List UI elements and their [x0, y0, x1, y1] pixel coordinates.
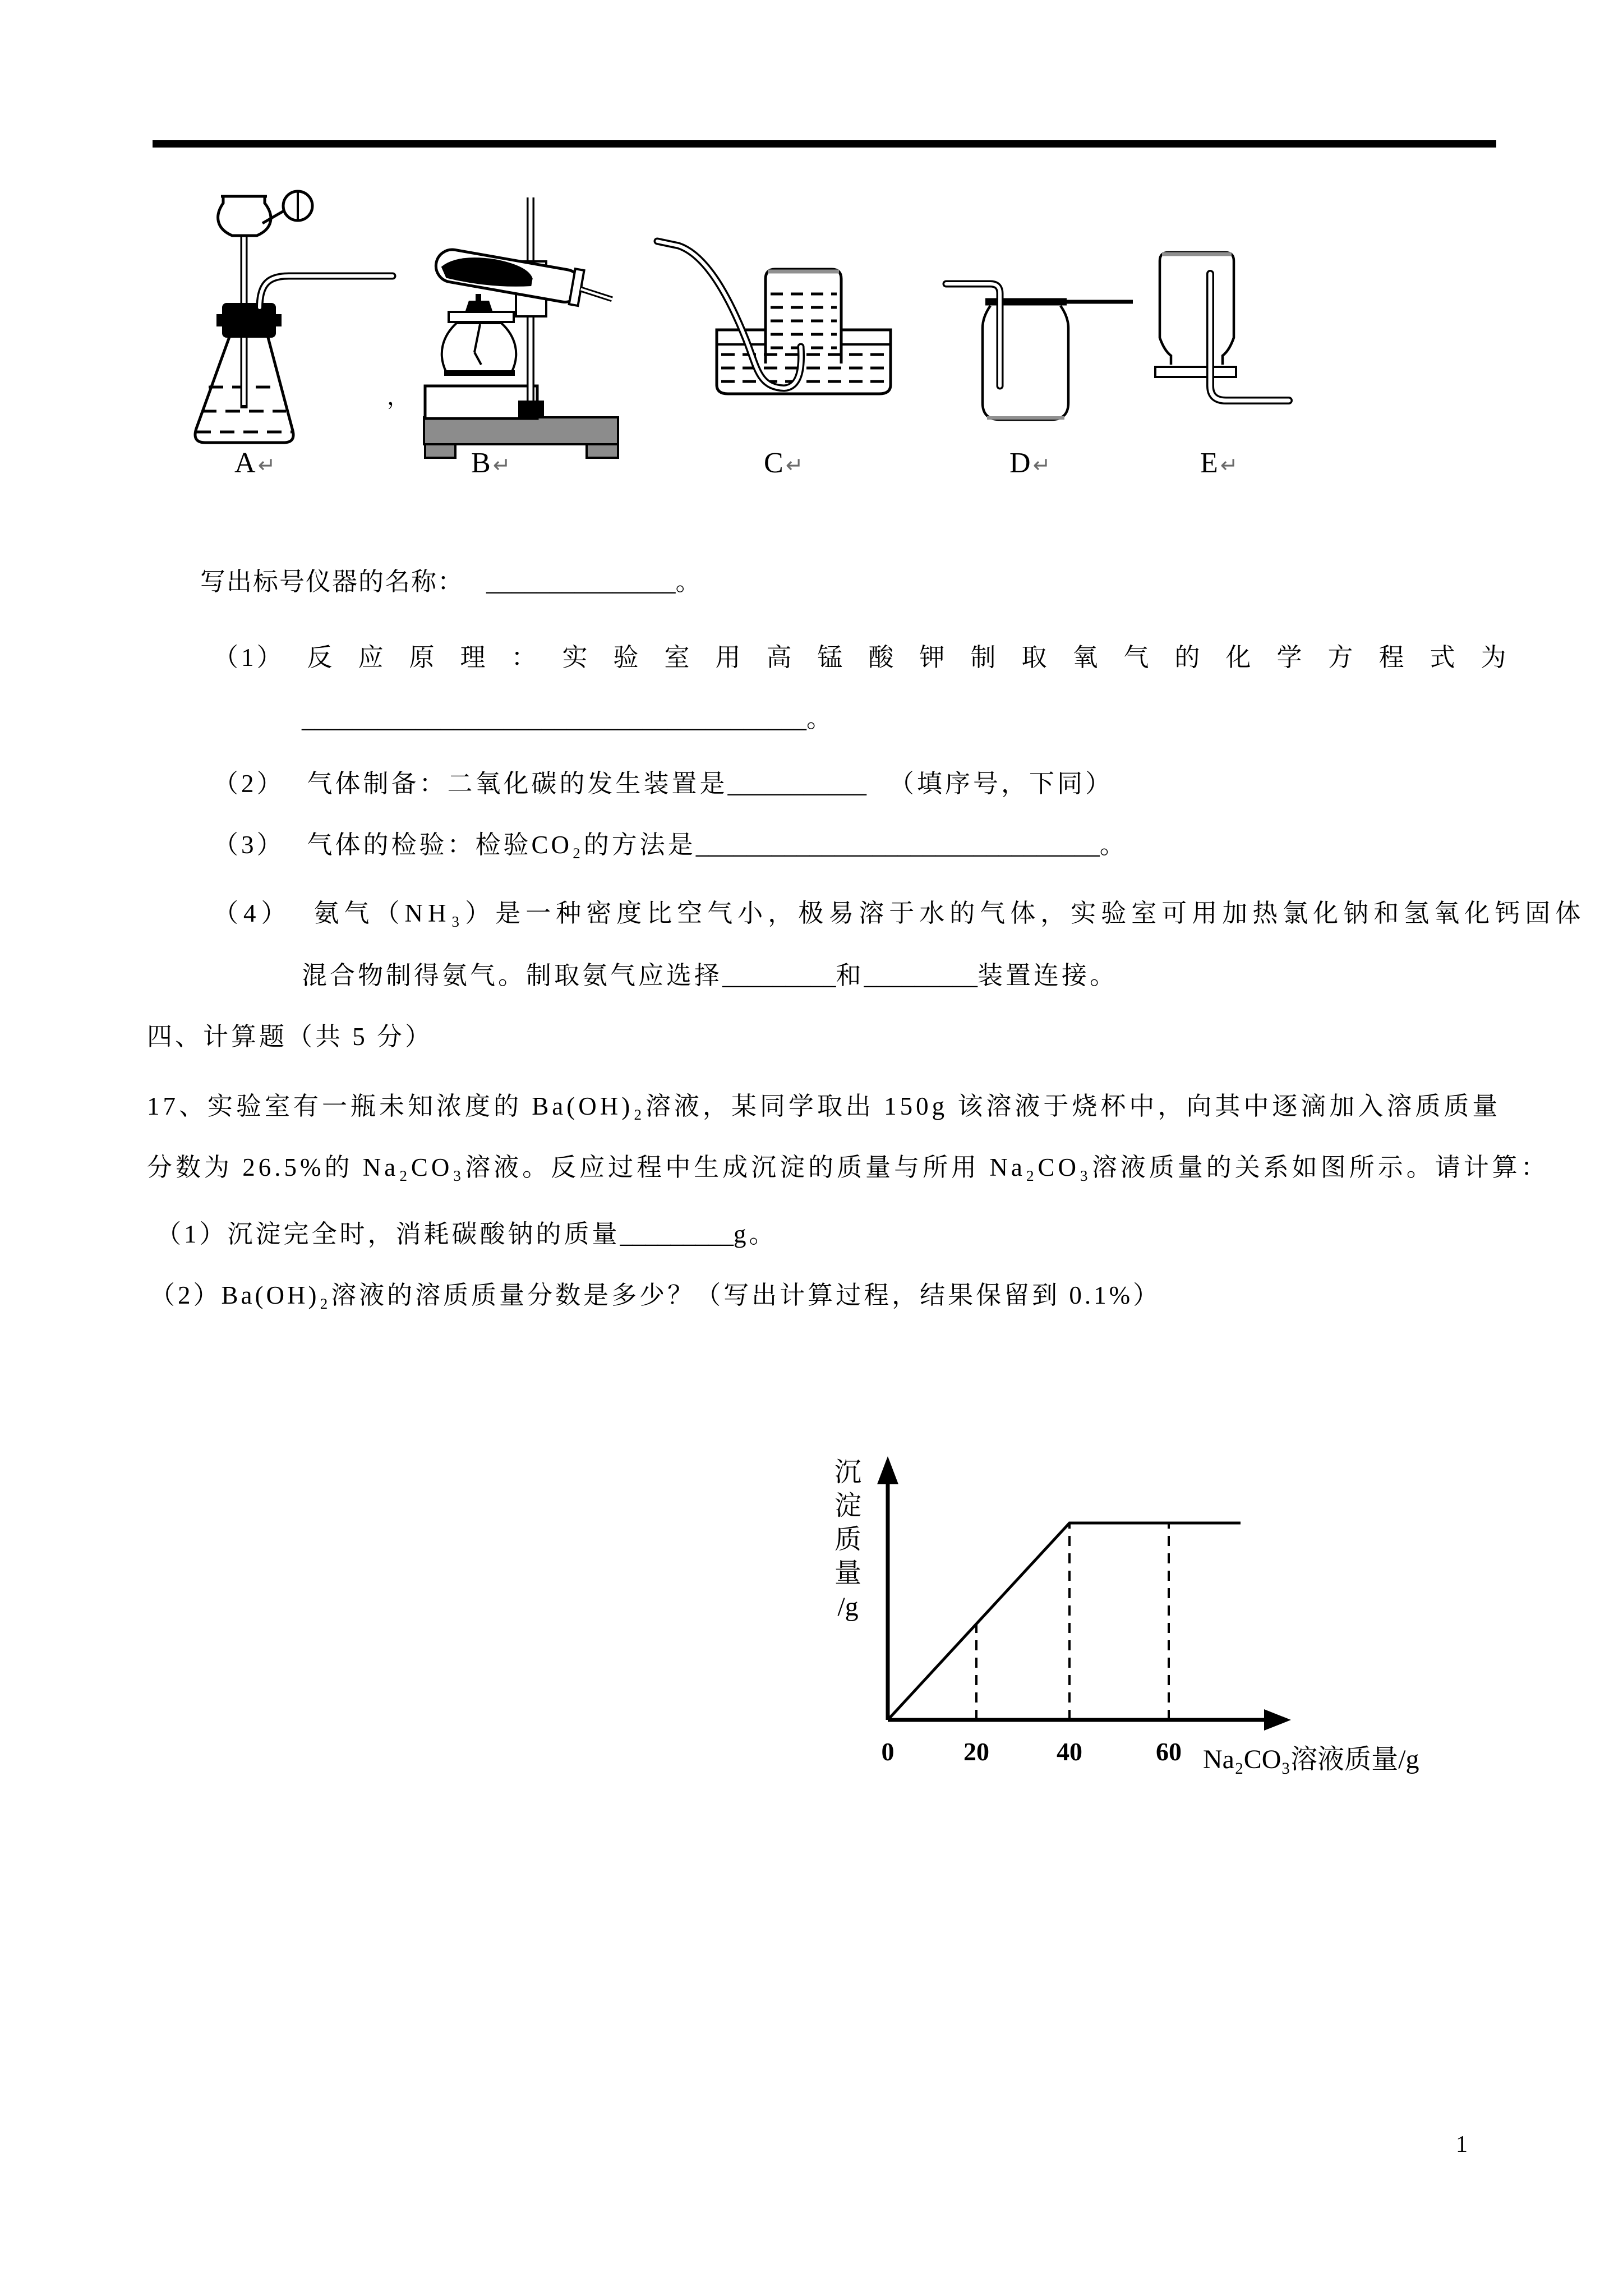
question-3-line — [213, 829, 1128, 861]
apparatus-c-water-collection — [657, 241, 891, 394]
question-4-number: （4） — [213, 899, 292, 927]
label-d-text: D — [1009, 447, 1031, 479]
precipitate-mass-chart — [802, 1425, 1537, 1795]
x-axis-label: Na₂CO₃溶液质量/g — [1203, 1745, 1419, 1774]
apparatus-a-gas-generator — [195, 191, 393, 443]
y-axis-label-char-2: 淀 — [834, 1491, 862, 1521]
y-axis-label-char-4: 量 — [834, 1558, 862, 1588]
y-axis-label-char-5: /g — [837, 1592, 859, 1622]
label-a-text: A — [234, 447, 256, 479]
question-17-text-1: 17、实验室有一瓶未知浓度的 Ba(OH)₂溶液，某同学取出 150g 该溶液于烧杯中，向其中逐滴加入溶质质量 — [147, 1092, 1501, 1120]
question-2-line — [213, 767, 1113, 800]
x-tick-0: 0 — [881, 1737, 895, 1766]
label-b-text: B — [471, 447, 491, 479]
question-1-number: （1） — [213, 643, 285, 671]
fill-blank: ___________ — [727, 770, 867, 798]
question-1-blank-line — [302, 702, 834, 735]
question-2-note: （填序号，下同） — [889, 770, 1114, 798]
question-4-text: 氨气（NH₃）是一种密度比空气小，极易溶于水的气体，实验室可用加热氯化钠和氢氧化钙固体 — [313, 899, 1586, 927]
question-4-text-cont: 混合物制得氨气。制取氨气应选择 — [302, 961, 723, 990]
question-17-text-2: 分数为 26.5%的 Na₂CO₃溶液。反应过程中生成沉淀的质量与所用 Na₂CO₃溶液质量的关系如图所示。请计算： — [147, 1153, 1550, 1181]
question-4-line-2 — [302, 959, 1118, 992]
question-4-text-end: 装置连接。 — [978, 961, 1118, 990]
period: 。 — [675, 568, 702, 596]
fill-blank: _______________ — [486, 568, 676, 596]
question-17-part-2 — [150, 1279, 1161, 1312]
question-1-text: 反应原理：实验室用高锰酸钾制取氧气的化学方程式为 — [307, 643, 1532, 671]
apparatus-label-e — [1200, 448, 1238, 481]
fill-blank: _________ — [620, 1220, 734, 1248]
question-17-line-1 — [147, 1090, 1501, 1122]
x-tick-60: 60 — [1156, 1737, 1182, 1766]
label-c-text: C — [764, 447, 783, 479]
stray-mark: ， — [387, 384, 409, 409]
fill-blank: ________________________________ — [695, 831, 1100, 859]
question-3-text: 气体的检验：检验CO₂的方法是 — [307, 831, 696, 859]
fill-blank: ________________________________________ — [302, 705, 806, 733]
paragraph-return-icon: ↵ — [492, 453, 511, 477]
paragraph-return-icon: ↵ — [257, 453, 276, 477]
y-axis-arrow-icon — [877, 1456, 898, 1484]
part-1-unit: g。 — [734, 1220, 777, 1248]
connector-text: 和 — [836, 961, 864, 990]
period: 。 — [806, 705, 835, 733]
question-17-line-2 — [147, 1151, 1550, 1184]
apparatus-d-upward-air-collection — [946, 284, 1133, 420]
apparatus-label-d — [1009, 448, 1050, 481]
x-tick-20: 20 — [963, 1737, 989, 1766]
question-2-number: （2） — [213, 770, 285, 798]
apparatus-label-b — [471, 448, 511, 481]
apparatus-label-a — [234, 448, 275, 481]
instrument-name-prompt: 写出标号仪器的名称： — [200, 568, 464, 596]
question-2-text: 气体制备：二氧化碳的发生装置是 — [307, 770, 728, 798]
apparatus-label-c — [764, 448, 804, 481]
section-4-heading — [147, 1020, 433, 1053]
top-rule — [153, 140, 1496, 148]
fill-blank: _________ — [722, 961, 836, 990]
y-axis-label-char-3: 质 — [834, 1525, 862, 1554]
apparatus-b-heating-setup — [424, 197, 618, 458]
apparatus-e-downward-air-collection — [1155, 252, 1289, 401]
y-axis-label-char-1: 沉 — [834, 1457, 862, 1487]
part-2-number: （2） — [150, 1281, 222, 1309]
label-e-text: E — [1200, 447, 1218, 479]
part-1-text: 沉淀完全时，消耗碳酸钠的质量 — [227, 1220, 620, 1248]
question-4-line-1 — [213, 897, 1585, 930]
part-1-number: （1） — [156, 1220, 228, 1248]
x-axis-arrow-icon — [1264, 1709, 1291, 1731]
page-number: 1 — [1456, 2132, 1468, 2157]
period: 。 — [1099, 831, 1128, 859]
question-3-number: （3） — [213, 831, 285, 859]
fill-blank: _________ — [864, 961, 978, 990]
question-1-line — [213, 641, 1532, 674]
question-17-part-1 — [156, 1218, 777, 1250]
part-2-text: Ba(OH)₂溶液的溶质质量分数是多少？（写出计算过程，结果保留到 0.1%） — [221, 1281, 1161, 1309]
data-line — [888, 1523, 1241, 1720]
instrument-name-line — [200, 565, 702, 598]
x-tick-40: 40 — [1057, 1737, 1082, 1766]
paragraph-return-icon: ↵ — [1220, 453, 1238, 477]
paragraph-return-icon: ↵ — [1032, 453, 1051, 477]
paragraph-return-icon: ↵ — [785, 453, 804, 477]
section-4-title: 四、计算题（共 5 分） — [147, 1023, 434, 1051]
